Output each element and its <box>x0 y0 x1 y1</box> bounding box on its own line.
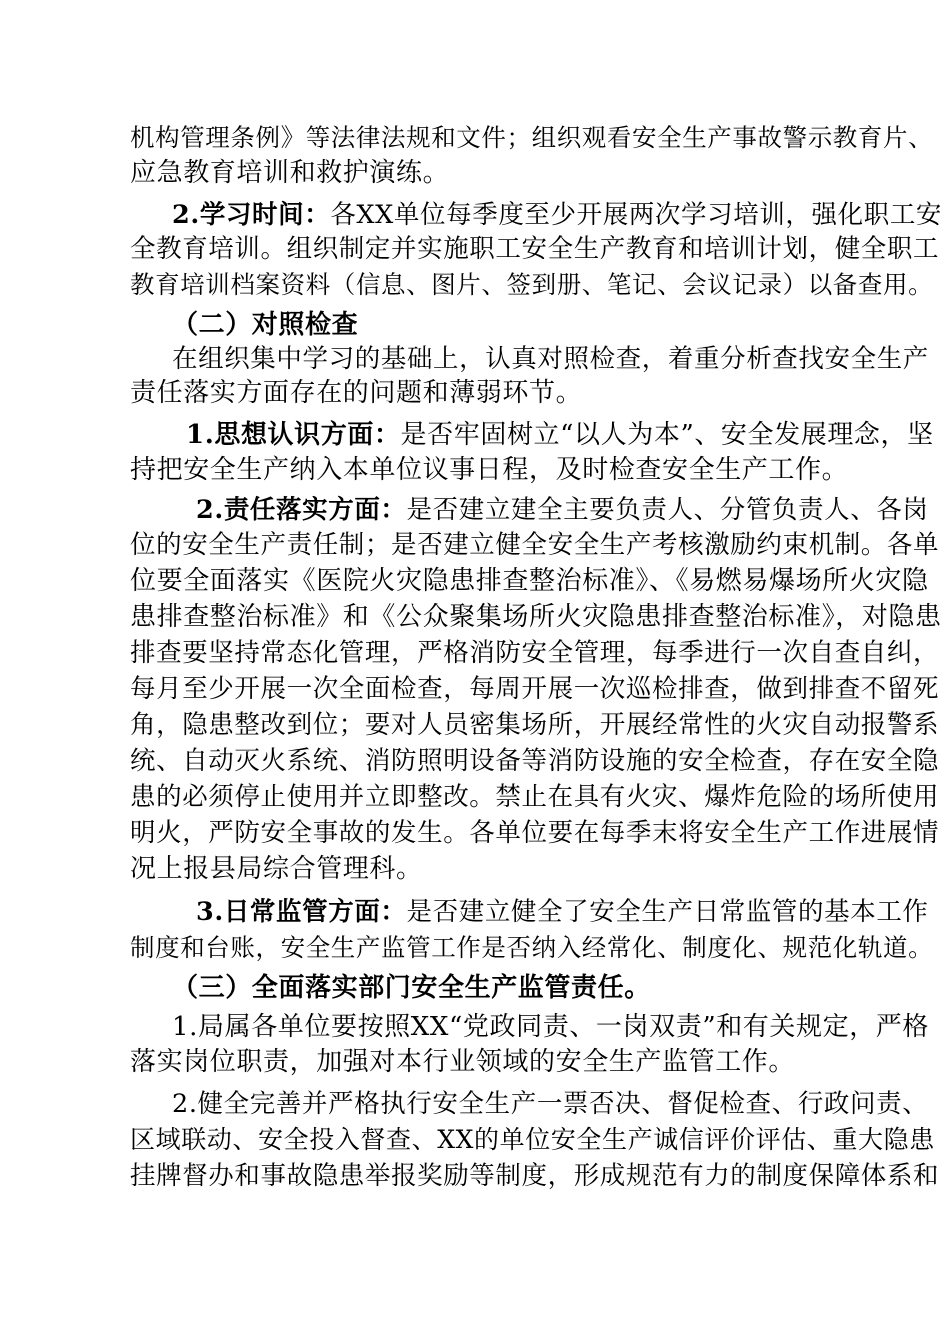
text-line <box>130 638 939 668</box>
line-text: 患排查整治标准》和《公众聚集场所火灾隐患排查整治标准》，对隐患 <box>130 602 942 632</box>
line-text: 患的必须停止使用并立即整改。禁止在具有火灾、爆炸危险的场所使用 <box>130 782 940 812</box>
line-text: 1.局属各单位要按照XX“党政同责、一岗双责”和有关规定，严格 <box>172 1012 930 1042</box>
text-line <box>130 674 939 704</box>
text-line <box>172 1089 928 1119</box>
line-text: 是否建立建全主要负责人、分管负责人、各岗 <box>406 495 929 525</box>
line-lead: （二）对照检查 <box>172 310 359 340</box>
line-text: 机构管理条例》等法律法规和文件；组织观看安全生产事故警示教育片、 <box>130 123 934 152</box>
line-text: 明火，严防安全事故的发生。各单位要在每季末将安全生产工作进展情 <box>130 818 940 848</box>
line-text: 角，隐患整改到位；要对人员密集场所，开展经常性的火灾自动报警系 <box>130 710 940 740</box>
text-line <box>172 1012 929 1042</box>
text-line <box>130 123 933 153</box>
line-text: 落实岗位职责，加强对本行业领域的安全生产监管工作。 <box>130 1047 796 1077</box>
text-line <box>186 420 934 450</box>
text-line <box>172 200 942 230</box>
text-line <box>172 344 929 374</box>
line-text: 制度和台账，安全生产监管工作是否纳入经常化、制度化、规范化轨道。 <box>130 933 934 962</box>
text-line <box>130 854 423 884</box>
text-line <box>130 933 933 963</box>
line-text: 持把安全生产纳入本单位议事日程，及时检查安全生产工作。 <box>130 455 849 485</box>
line-text: 位的安全生产责任制；是否建立健全安全生产考核激励约束机制。各单 <box>130 530 940 560</box>
section-heading <box>172 973 651 1003</box>
text-line <box>130 602 942 632</box>
line-text: 责任落实方面存在的问题和薄弱环节。 <box>130 378 583 408</box>
line-lead: 1.思想认识方面： <box>186 420 401 450</box>
line-text: 教育培训档案资料（信息、图片、签到册、笔记、会议记录）以备查用。 <box>130 270 934 299</box>
text-line <box>196 495 929 525</box>
line-lead: 2.责任落实方面： <box>196 495 407 525</box>
line-lead: 3.日常监管方面： <box>196 897 407 927</box>
line-text: 挂牌督办和事故隐患举报奖励等制度，形成规范有力的制度保障体系和 <box>130 1161 940 1191</box>
line-text: 2.健全完善并严格执行安全生产一票否决、督促检查、行政问责、 <box>172 1089 929 1119</box>
text-line <box>130 1047 795 1077</box>
text-line <box>130 455 848 485</box>
text-line <box>130 234 939 264</box>
line-text: 区域联动、安全投入督查、XX的单位安全生产诚信评价评估、重大隐患 <box>130 1125 935 1154</box>
text-line <box>130 158 449 188</box>
text-line <box>196 897 929 927</box>
line-text: 各XX单位每季度至少开展两次学习培训，强化职工安 <box>330 200 943 230</box>
text-line <box>130 378 582 408</box>
text-line <box>130 530 939 560</box>
line-text: 是否建立健全了安全生产日常监管的基本工作 <box>406 897 929 927</box>
line-lead: 2.学习时间： <box>172 200 331 230</box>
line-text: 在组织集中学习的基础上，认真对照检查，着重分析查找安全生产 <box>172 344 929 374</box>
line-text: 排查要坚持常态化管理，严格消防安全管理，每季进行一次自查自纠， <box>130 638 940 668</box>
text-line <box>130 782 939 812</box>
line-text: 每月至少开展一次全面检查，每周开展一次巡检排查，做到排查不留死 <box>130 674 940 704</box>
line-lead: （三）全面落实部门安全生产监管责任。 <box>172 973 651 1003</box>
line-text: 况上报县局综合管理科。 <box>130 854 423 884</box>
text-line <box>130 1125 935 1155</box>
text-line <box>130 818 939 848</box>
text-line <box>130 270 933 300</box>
line-text: 是否牢固树立“以人为本”、安全发展理念，坚 <box>400 420 934 450</box>
text-line <box>130 1161 939 1191</box>
line-text: 全教育培训。组织制定并实施职工安全生产教育和培训计划，健全职工 <box>130 234 940 264</box>
text-line <box>130 710 939 740</box>
line-text: 位要全面落实《医院火灾隐患排查整治标准》、《易燃易爆场所火灾隐 <box>130 566 929 596</box>
line-text: 统、自动灭火系统、消防照明设备等消防设施的安全检查，存在安全隐 <box>130 746 940 776</box>
text-line <box>130 746 939 776</box>
section-heading <box>172 310 358 340</box>
text-line <box>130 566 929 596</box>
line-text: 应急教育培训和救护演练。 <box>130 158 450 188</box>
